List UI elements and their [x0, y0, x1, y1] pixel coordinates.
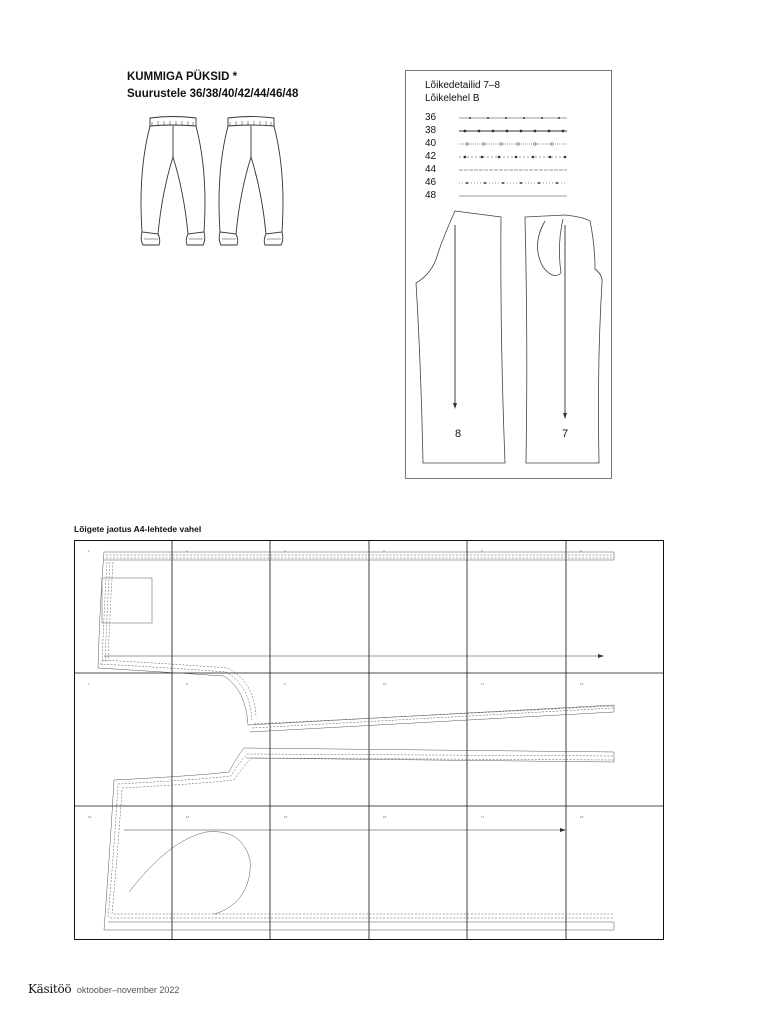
pattern-pieces-diagram: [405, 205, 612, 475]
pattern-piece-8: [416, 211, 505, 463]
svg-text:18: 18: [580, 815, 584, 819]
legend-size-42: 42: [425, 151, 437, 162]
svg-text:2: 2: [186, 549, 188, 553]
trousers-sketch: [128, 112, 314, 262]
svg-text:12: 12: [580, 682, 584, 686]
tiling-title: Lõigete jaotus A4-lehtede vahel: [74, 524, 202, 534]
svg-text:15: 15: [284, 815, 288, 819]
size-line-legend: [455, 110, 575, 205]
piece-label-8: 8: [455, 428, 462, 440]
a4-tiling-diagram: [74, 540, 664, 940]
piece-label-7: 7: [562, 428, 569, 440]
svg-text:1: 1: [88, 549, 90, 553]
legend-size-38: 38: [425, 125, 437, 136]
svg-text:7: 7: [88, 682, 90, 686]
svg-text:16: 16: [383, 815, 387, 819]
trousers-front-view: [141, 117, 205, 246]
details-sheet: Lõikelehel B: [425, 93, 480, 104]
svg-text:17: 17: [481, 815, 485, 819]
svg-text:6: 6: [580, 549, 582, 553]
magazine-brand: Käsitöö: [28, 982, 72, 996]
issue-date: oktoober–november 2022: [76, 985, 180, 995]
svg-text:11: 11: [481, 682, 485, 686]
svg-text:3: 3: [284, 549, 286, 553]
pattern-sizes: Suurustele 36/38/40/42/44/46/48: [127, 88, 299, 100]
svg-text:13: 13: [88, 815, 92, 819]
svg-text:5: 5: [481, 549, 483, 553]
legend-size-46: 46: [425, 177, 437, 188]
details-title: Lõikedetailid 7–8: [425, 80, 501, 91]
page-footer: [28, 982, 179, 996]
legend-size-36: 36: [425, 112, 437, 123]
svg-text:4: 4: [383, 549, 385, 553]
svg-text:8: 8: [186, 682, 188, 686]
legend-size-48: 48: [425, 190, 437, 201]
pattern-piece-7: [525, 215, 602, 463]
back-piece-outline: [104, 748, 614, 930]
tile-grid: [74, 540, 664, 940]
svg-text:14: 14: [186, 815, 190, 819]
legend-size-40: 40: [425, 138, 437, 149]
legend-size-44: 44: [425, 164, 437, 175]
pattern-title: KUMMIGA PÜKSID *: [127, 71, 238, 83]
trousers-back-view: [219, 117, 283, 246]
front-piece-outline: [98, 552, 614, 732]
svg-text:10: 10: [383, 682, 387, 686]
svg-text:9: 9: [284, 682, 286, 686]
